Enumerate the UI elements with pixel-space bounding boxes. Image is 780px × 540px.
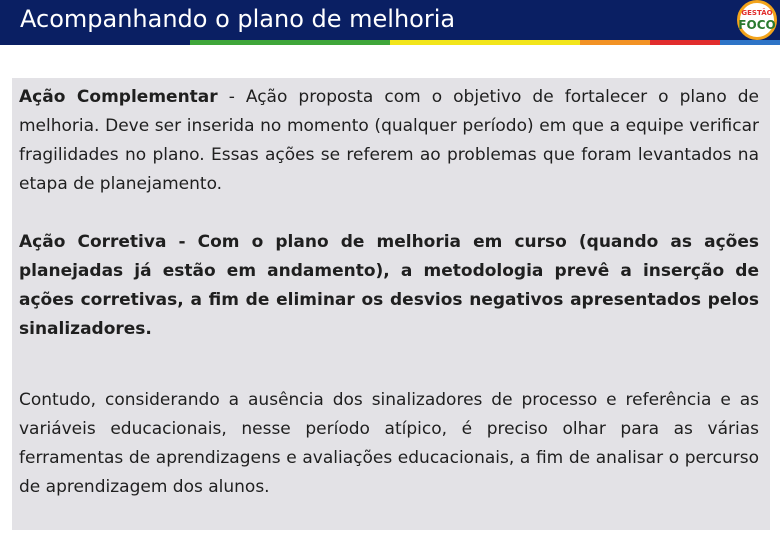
stripe-red <box>650 40 720 45</box>
stripe-blue <box>720 40 780 45</box>
color-stripe <box>0 40 780 45</box>
stripe-orange <box>580 40 650 45</box>
stripe-green <box>190 40 390 45</box>
gestao-foco-logo-icon <box>737 0 777 40</box>
logo-text-gestao: GESTÃO <box>741 9 773 17</box>
header-bar <box>0 0 780 40</box>
logo-text-foco: FOCO <box>738 18 776 32</box>
stripe-navy <box>0 40 190 45</box>
paragraph-corretiva: Ação Corretiva - Com o plano de melhoria em curso (quando as ações planejadas já estão em andamento), a metodologia prevê a inserção de ações corretivas, a fim de eliminar os desvios negativos apresentados pelos sinalizadores. <box>19 232 759 339</box>
term-complementar: Ação Complementar <box>19 87 218 107</box>
paragraph-contudo: Contudo, considerando a ausência dos sinalizadores de processo e referência e as variáveis educacionais, nesse período atípico, é preciso olhar para as várias ferramentas de aprendizagens e avaliações educacionais, a fim de analisar o percurso de aprendizagem dos alunos. <box>19 390 759 497</box>
content-panel <box>12 78 770 530</box>
stripe-yellow <box>390 40 580 45</box>
page-title: Acompanhando o plano de melhoria <box>20 5 456 33</box>
definition-complementar: - Ação proposta com o objetivo de fortalecer o plano de melhoria. Deve ser inserida no momento (qualquer período) em que a equipe verificar fragilidades no plano. Essas ações se referem ao problemas que foram levantados na etapa de planejamento. <box>19 87 760 194</box>
paragraph-complementar <box>19 83 759 199</box>
